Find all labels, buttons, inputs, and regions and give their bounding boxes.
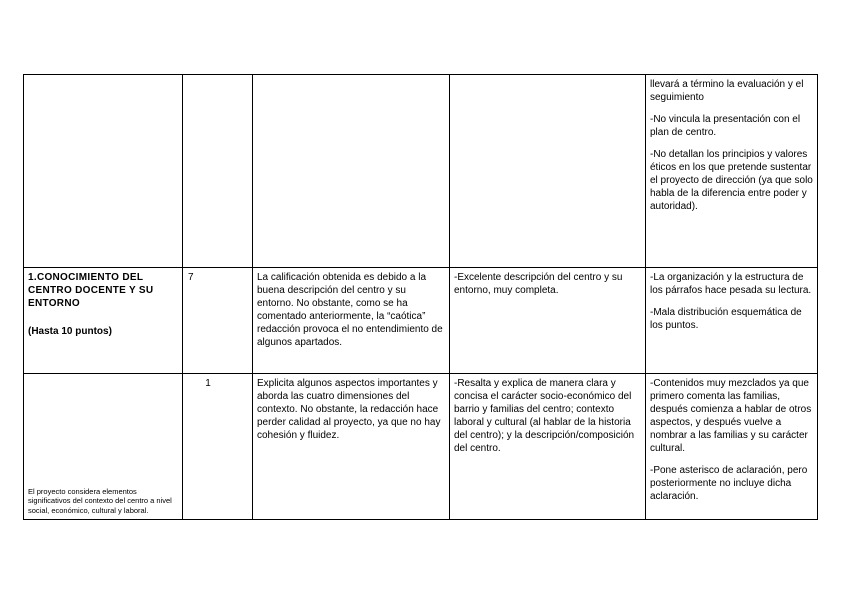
justification-text: Explicita algunos aspectos importantes y aborda las cuatro dimensiones del contexto. No obstante, la redacción hace perder calidad al proyecto, ya que no hay cohesión y fluidez. (257, 378, 441, 441)
score-value: 1 (205, 378, 211, 389)
weakness-item: -No vincula la presentación con el plan de centro. (650, 114, 801, 138)
weakness-item: -Mala distribución esquemática de los puntos. (650, 307, 802, 331)
score-cell (183, 374, 253, 520)
table-row (24, 75, 818, 268)
strength-text: -Excelente descripción del centro y su entorno, muy completa. (454, 272, 623, 296)
criterion-title: 1.CONOCIMIENTO DEL CENTRO DOCENTE Y SU ENTORNO (28, 272, 154, 309)
criterion-max-points: (Hasta 10 puntos) (28, 326, 112, 337)
weakness-item: -No detallan los principios y valores éticos en los que pretende sustentar el proyecto de dirección (ya que solo habla de la diferencia entre poder y autoridad). (650, 149, 813, 212)
weaknesses-cell (646, 374, 818, 520)
score-value: 7 (188, 272, 194, 283)
strengths-cell (450, 75, 646, 268)
strength-text: -Resalta y explica de manera clara y concisa el carácter socio-económico del barrio y familias del centro; contexto laboral y cultural (al hablar de la historia del centro); y la descripción/composición del centro. (454, 378, 635, 454)
justification-cell (253, 75, 450, 268)
criterion-cell (24, 374, 183, 520)
strengths-cell (450, 268, 646, 374)
criterion-cell (24, 75, 183, 268)
weaknesses-cell (646, 268, 818, 374)
table-row (24, 268, 818, 374)
criterion-cell (24, 268, 183, 374)
evaluation-table (23, 74, 818, 520)
criterion-text: El proyecto considera elementos significativos del contexto del centro a nivel social, económico, cultural y laboral. (28, 486, 172, 515)
justification-text: La calificación obtenida es debido a la buena descripción del centro y su entorno. No obstante, como se ha comentado anteriormente, la “caótica” redacción provoca el no entendimiento de algunos apartados. (257, 272, 443, 348)
justification-cell (253, 374, 450, 520)
strengths-cell (450, 374, 646, 520)
weakness-item: llevará a término la evaluación y el seguimiento (650, 79, 804, 103)
justification-cell (253, 268, 450, 374)
score-cell (183, 268, 253, 374)
score-cell (183, 75, 253, 268)
weakness-item: -Pone asterisco de aclaración, pero posteriormente no incluye dicha aclaración. (650, 465, 808, 502)
table-row (24, 374, 818, 520)
weakness-item: -Contenidos muy mezclados ya que primero comenta las familias, después comienza a hablar de otros aspectos, y después vuelve a nombrar a las familias y su carácter cultural. (650, 378, 812, 454)
weaknesses-cell (646, 75, 818, 268)
weakness-item: -La organización y la estructura de los párrafos hace pesada su lectura. (650, 272, 812, 296)
